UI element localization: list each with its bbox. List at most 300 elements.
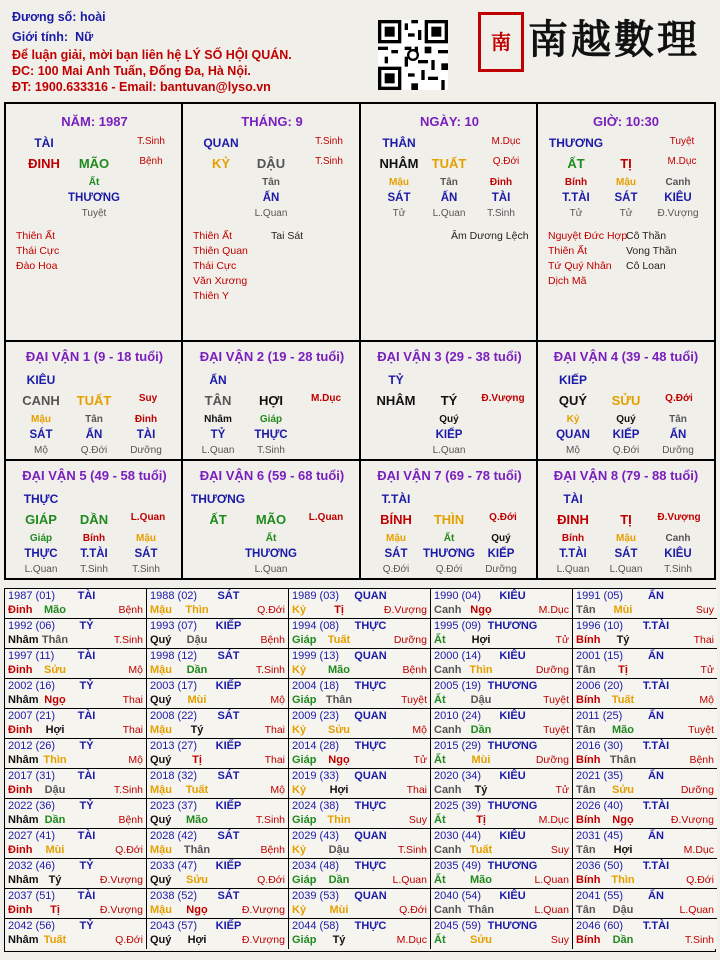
annual-year-cell[interactable] (431, 679, 573, 709)
owner-label: Đương số: (12, 10, 77, 24)
year-label: 2031 (45) (576, 830, 624, 842)
ten-god-label: SÁT (217, 830, 240, 842)
hidden-stage: Q.Đới (382, 564, 410, 575)
ten-god-label: SÁT (217, 650, 240, 662)
ten-god-label: T.TÀI (642, 740, 670, 752)
hidden-stage: L.Quan (609, 564, 643, 575)
hidden-stem: Giáp (29, 533, 53, 544)
year-label: 2038 (52) (150, 890, 198, 902)
earthly-branch: MÃO (78, 156, 110, 171)
annual-year-cell[interactable] (573, 619, 717, 649)
hidden-ten-god: ẤN (262, 192, 280, 204)
heavenly-stem: Mậu (150, 604, 172, 616)
hidden-stage: Tuyệt (81, 208, 107, 219)
hidden-ten-god: TÀI (491, 192, 511, 204)
qr-code-icon[interactable] (378, 20, 448, 90)
hidden-ten-god: SÁT (614, 192, 638, 204)
heavenly-stem: Nhâm (8, 934, 39, 946)
branch-stage: Bệnh (139, 156, 163, 167)
annual-year-cell[interactable] (431, 709, 573, 739)
ten-god-label: QUAN (354, 830, 387, 842)
annual-year-cell[interactable] (289, 919, 431, 949)
ten-god-label: THƯƠNG (487, 620, 538, 632)
annual-year-cell[interactable] (573, 889, 717, 919)
year-label: 1994 (08) (292, 620, 340, 632)
heavenly-stem: Giáp (292, 874, 317, 886)
ten-god-label: TÀI (77, 650, 96, 662)
branch-stage: Q.Đới (665, 393, 693, 404)
heavenly-stem: Giáp (292, 814, 317, 826)
ten-god-label: T.TÀI (642, 620, 670, 632)
annual-year-cell[interactable] (573, 919, 717, 949)
annual-year-cell[interactable] (431, 919, 573, 949)
earthly-branch: Thìn (469, 664, 493, 676)
annual-year-cell[interactable] (147, 619, 289, 649)
heavenly-stem: ĐINH (557, 512, 589, 527)
hidden-ten-god: TỶ (210, 429, 226, 441)
stage-label: Bệnh (118, 814, 143, 826)
earthly-branch: Sửu (469, 934, 493, 946)
annual-year-cell[interactable] (431, 859, 573, 889)
hidden-ten-god: T.TÀI (559, 548, 587, 560)
year-label: 1993 (07) (150, 620, 198, 632)
ten-god-label: TỶ (79, 740, 94, 752)
year-label: 2045 (59) (434, 920, 482, 932)
annual-year-cell[interactable] (431, 829, 573, 859)
four-pillars-grid (4, 102, 716, 580)
phone-email-text[interactable]: ĐT: 1900.633316 - Email: bantuvan@lyso.vn (12, 80, 271, 94)
star-name: Tứ Quý Nhân (548, 260, 612, 272)
year-label: 2036 (50) (576, 860, 624, 872)
ten-god-label: THƯƠNG (487, 740, 538, 752)
branch-stage: L.Quan (308, 512, 344, 523)
annual-year-cell[interactable] (5, 799, 147, 829)
ten-god-label: QUAN (354, 590, 387, 602)
annual-year-cell[interactable] (5, 619, 147, 649)
heavenly-stem: ĐINH (28, 156, 60, 171)
stage-label: T.Sinh (397, 844, 427, 856)
ten-god-label: ẤN (648, 650, 664, 662)
stage-label: Tuyệt (543, 694, 569, 706)
annual-year-cell[interactable] (147, 799, 289, 829)
heavenly-stem: Tân (576, 664, 596, 676)
ten-god-label: THỰC (23, 492, 59, 506)
hidden-stem: Đinh (489, 177, 513, 188)
heavenly-stem: Quý (150, 634, 172, 646)
dai-van-title: ĐẠI VẬN 1 (9 - 18 tuổi) (25, 349, 164, 364)
annual-year-cell[interactable] (147, 889, 289, 919)
hidden-stage: T.Sinh (664, 564, 692, 575)
heavenly-stem: Quý (150, 874, 172, 886)
stage-label: Suy (550, 844, 569, 856)
annual-year-cell[interactable] (5, 919, 147, 949)
hidden-stem: Ất (88, 177, 100, 188)
dai-van-title: ĐẠI VẬN 6 (59 - 68 tuổi) (199, 468, 345, 483)
year-label: 2037 (51) (8, 890, 56, 902)
stage-label: T.Sinh (137, 136, 165, 147)
stage-label: Bệnh (260, 844, 285, 856)
stage-label: Q.Đới (686, 874, 714, 886)
stage-label: M.Dục (683, 844, 714, 856)
annual-year-cell[interactable] (573, 679, 717, 709)
annual-year-cell[interactable] (147, 649, 289, 679)
hidden-stage: L.Quan (254, 564, 288, 575)
annual-year-cell[interactable] (573, 589, 717, 619)
heavenly-stem: Bính (576, 934, 601, 946)
hidden-stem: Bính (564, 177, 588, 188)
year-label: 1989 (03) (292, 590, 340, 602)
annual-year-cell[interactable] (5, 859, 147, 889)
stage-label: L.Quan (534, 874, 569, 886)
hidden-stage: Mộ (34, 445, 48, 456)
hidden-stage: Dưỡng (485, 564, 517, 575)
hidden-stage: Dưỡng (130, 445, 162, 456)
ten-god-label: TỶ (79, 860, 94, 872)
ten-god-label: T.TÀI (642, 920, 670, 932)
annual-year-cell[interactable] (147, 739, 289, 769)
pillar-cell[interactable] (6, 104, 183, 342)
annual-year-cell[interactable] (147, 709, 289, 739)
ten-god-label: THỰC (354, 620, 387, 632)
annual-year-cell[interactable] (431, 799, 573, 829)
ten-god-label: THỰC (354, 740, 387, 752)
year-label: 1995 (09) (434, 620, 482, 632)
hidden-stage: Q.Đới (435, 564, 463, 575)
annual-year-cell[interactable] (5, 769, 147, 799)
hidden-stage: T.Sinh (487, 208, 515, 219)
annual-year-cell[interactable] (431, 769, 573, 799)
ten-god-label: KIẾP (215, 620, 242, 632)
year-label: 2016 (30) (576, 740, 624, 752)
year-label: 2006 (20) (576, 680, 624, 692)
earthly-branch: DẬU (256, 156, 286, 171)
earthly-branch: Tý (190, 724, 204, 736)
annual-year-cell[interactable] (289, 649, 431, 679)
earthly-branch: Dần (186, 664, 208, 676)
heavenly-stem: Đinh (8, 604, 33, 616)
hidden-stem: Canh (665, 177, 691, 188)
ten-god-label: QUAN (203, 136, 239, 150)
earthly-branch: THÌN (433, 512, 465, 527)
hidden-stem: Tân (85, 414, 103, 425)
hidden-ten-god: THƯƠNG (68, 192, 120, 204)
year-label: 2013 (27) (150, 740, 198, 752)
annual-year-cell[interactable] (573, 739, 717, 769)
annual-year-cell[interactable] (431, 739, 573, 769)
heavenly-stem: Giáp (292, 634, 317, 646)
hidden-stem: Bính (82, 533, 106, 544)
ten-god-label: TÀI (563, 492, 583, 506)
earthly-branch: Dần (328, 874, 350, 886)
annual-year-cell[interactable] (289, 589, 431, 619)
hidden-ten-god: THỰC (24, 548, 58, 560)
heavenly-stem: Bính (576, 694, 601, 706)
ten-god-label: QUAN (354, 650, 387, 662)
earthly-branch: Tị (50, 904, 60, 916)
year-label: 2003 (17) (150, 680, 198, 692)
annual-year-cell[interactable] (289, 859, 431, 889)
year-label: 2035 (49) (434, 860, 482, 872)
heavenly-stem: Canh (434, 844, 462, 856)
year-label: 1997 (11) (8, 650, 55, 662)
annual-year-cell[interactable] (289, 769, 431, 799)
hidden-stage: Tử (569, 208, 583, 219)
year-label: 2028 (42) (150, 830, 198, 842)
stage-label: Mộ (412, 724, 427, 736)
annual-year-cell[interactable] (573, 859, 717, 889)
ten-god-label: QUAN (354, 710, 387, 722)
earthly-branch: Ngọ (470, 604, 492, 616)
hidden-stage: T.Sinh (80, 564, 108, 575)
hidden-stage: L.Quan (556, 564, 590, 575)
year-label: 1987 (01) (8, 590, 56, 602)
heavenly-stem: Đinh (8, 724, 33, 736)
stage-label: Tử (555, 784, 569, 796)
heavenly-stem: Ất (434, 754, 446, 766)
earthly-branch: HỢI (258, 393, 284, 408)
stage-label: Dưỡng (393, 634, 427, 646)
ten-god-label: THƯƠNG (487, 920, 538, 932)
heavenly-stem: NHÂM (376, 393, 416, 408)
heavenly-stem: Canh (434, 664, 462, 676)
contact-text: Để luận giải, mời bạn liên hệ LÝ SỐ HỘI QUÁN. (12, 48, 292, 62)
year-label: 2001 (15) (576, 650, 624, 662)
star-name: Văn Xương (193, 275, 248, 287)
annual-year-cell[interactable] (573, 649, 717, 679)
annual-year-cell[interactable] (573, 709, 717, 739)
earthly-branch: Dậu (612, 904, 634, 916)
earthly-branch: Sửu (327, 724, 351, 736)
gender-value: Nữ (75, 30, 94, 44)
ten-god-label: TỶ (79, 680, 94, 692)
ten-god-label: KIẾP (215, 860, 242, 872)
ten-god-label: SÁT (217, 710, 240, 722)
branch-stage: M.Dục (311, 393, 341, 404)
dai-van-cell[interactable] (183, 461, 361, 578)
annual-year-cell[interactable] (5, 589, 147, 619)
annual-year-cell[interactable] (431, 619, 573, 649)
heavenly-stem: Canh (434, 724, 462, 736)
year-label: 2007 (21) (8, 710, 56, 722)
earthly-branch: Tuất (611, 694, 635, 706)
earthly-branch: Tuất (469, 844, 493, 856)
earthly-branch: Sửu (611, 784, 635, 796)
seal-stamp: 南 (478, 12, 524, 72)
earthly-branch: Tuất (43, 934, 67, 946)
annual-year-cell[interactable] (289, 889, 431, 919)
earthly-branch: Dần (44, 814, 66, 826)
year-label: 2024 (38) (292, 800, 340, 812)
hidden-ten-god: SÁT (387, 192, 411, 204)
hidden-stage: L.Quan (432, 208, 466, 219)
earthly-branch: Thân (325, 694, 353, 706)
ten-god-label: THỰC (354, 680, 387, 692)
hidden-stage: L.Quan (24, 564, 58, 575)
earthly-branch: Tý (332, 934, 346, 946)
heavenly-stem: ẤT (567, 156, 585, 171)
hidden-stem: Quý (439, 414, 459, 425)
earthly-branch: Tuất (185, 784, 209, 796)
heavenly-stem: Nhâm (8, 754, 39, 766)
heavenly-stem: ẤT (209, 512, 227, 527)
heavenly-stem: Mậu (150, 784, 172, 796)
earthly-branch: Ngọ (612, 814, 634, 826)
annual-year-cell[interactable] (147, 679, 289, 709)
hidden-stem: Tân (262, 177, 280, 188)
heavenly-stem: Nhâm (8, 634, 39, 646)
year-label: 2022 (36) (8, 800, 56, 812)
stage-label: Tuyệt (401, 694, 427, 706)
ten-god-label: KIÊU (499, 830, 526, 842)
branch-stage: Suy (138, 393, 158, 404)
annual-year-cell[interactable] (573, 799, 717, 829)
heavenly-stem: Canh (434, 784, 462, 796)
dai-van-cell[interactable] (538, 461, 714, 578)
earthly-branch: Tuất (327, 634, 351, 646)
earthly-branch: Tý (474, 784, 488, 796)
stage-label: Thai (693, 634, 714, 646)
annual-year-cell[interactable] (5, 889, 147, 919)
star-name: Cô Loan (626, 260, 666, 272)
annual-year-cell[interactable] (289, 829, 431, 859)
ten-god-label: TÀI (34, 136, 54, 150)
annual-year-cell[interactable] (5, 739, 147, 769)
dai-van-cell[interactable] (183, 342, 361, 461)
stage-label: Đ.Vượng (383, 604, 427, 616)
year-label: 1988 (02) (150, 590, 198, 602)
ten-god-label: THÂN (382, 136, 416, 150)
earthly-branch: Tị (476, 814, 486, 826)
stage-label: Tử (555, 634, 569, 646)
ten-god-label: ẤN (648, 770, 664, 782)
annual-year-cell[interactable] (147, 859, 289, 889)
hidden-stage: L.Quan (201, 445, 235, 456)
earthly-branch: Tị (192, 754, 202, 766)
earthly-branch: Ngọ (328, 754, 350, 766)
annual-year-cell[interactable] (573, 769, 717, 799)
heavenly-stem: Giáp (292, 694, 317, 706)
year-label: 2015 (29) (434, 740, 482, 752)
ten-god-label: THƯƠNG (548, 136, 604, 150)
annual-year-cell[interactable] (147, 829, 289, 859)
ten-god-label: T.TÀI (381, 492, 411, 506)
dai-van-cell[interactable] (538, 342, 714, 461)
annual-year-cell[interactable] (573, 829, 717, 859)
annual-year-cell[interactable] (289, 799, 431, 829)
hidden-stem: Mậu (136, 533, 156, 544)
hidden-stem: Mậu (389, 177, 409, 188)
earthly-branch: TỊ (620, 512, 632, 527)
annual-year-cell[interactable] (289, 619, 431, 649)
annual-year-cell[interactable] (5, 709, 147, 739)
hidden-stem: Tân (669, 414, 687, 425)
heavenly-stem: Mậu (150, 844, 172, 856)
earthly-branch: Tị (618, 664, 628, 676)
hidden-stage: T.Sinh (132, 564, 160, 575)
heavenly-stem: Giáp (292, 934, 317, 946)
ten-god-label: QUAN (354, 890, 387, 902)
pillar-cell[interactable] (538, 104, 714, 342)
stage-label: T.Sinh (113, 784, 143, 796)
pillar-cell[interactable] (361, 104, 538, 342)
ten-god-label: THƯƠNG (487, 860, 538, 872)
stage-label: Bệnh (260, 634, 285, 646)
stage-label: Dưỡng (535, 754, 569, 766)
dai-van-cell[interactable] (361, 342, 538, 461)
stage-label: T.Sinh (684, 934, 714, 946)
annual-year-cell[interactable] (5, 649, 147, 679)
stage-label: Suy (408, 814, 427, 826)
earthly-branch: Sửu (43, 664, 67, 676)
year-label: 2027 (41) (8, 830, 56, 842)
stage-label: Tuyệt (688, 724, 714, 736)
dai-van-cell[interactable] (361, 461, 538, 578)
ten-god-label: THƯƠNG (487, 680, 538, 692)
annual-year-cell[interactable] (147, 589, 289, 619)
ten-god-label: KIÊU (499, 590, 526, 602)
ten-god-label: KIÊU (499, 650, 526, 662)
heavenly-stem: Ất (434, 874, 446, 886)
dai-van-title: ĐẠI VẬN 2 (19 - 28 tuổi) (199, 349, 345, 364)
annual-year-cell[interactable] (431, 649, 573, 679)
stage-label: L.Quan (534, 904, 569, 916)
pillar-cell[interactable] (183, 104, 361, 342)
hidden-ten-god: ẤN (85, 429, 103, 441)
earthly-branch: TÝ (440, 393, 458, 408)
ten-god-label: SÁT (217, 770, 240, 782)
year-label: 1999 (13) (292, 650, 340, 662)
annual-year-cell[interactable] (147, 769, 289, 799)
ten-god-label: TỶ (79, 800, 94, 812)
stage-label: Bệnh (118, 604, 143, 616)
heavenly-stem: Ất (434, 814, 446, 826)
heavenly-stem: Nhâm (8, 874, 39, 886)
pillar-title: GIỜ: 10:30 (592, 114, 660, 129)
annual-year-cell[interactable] (289, 709, 431, 739)
heavenly-stem: Ất (434, 694, 446, 706)
annual-year-cell[interactable] (289, 739, 431, 769)
heavenly-stem: Đinh (8, 904, 33, 916)
address-text: ĐC: 100 Mai Anh Tuấn, Đống Đa, Hà Nội. (12, 64, 251, 78)
annual-year-cell[interactable] (147, 919, 289, 949)
hidden-ten-god: KIẾP (435, 429, 463, 441)
heavenly-stem: Mậu (150, 664, 172, 676)
annual-year-cell[interactable] (5, 829, 147, 859)
year-label: 2000 (14) (434, 650, 482, 662)
earthly-branch: TUẤT (76, 393, 112, 408)
ten-god-label: ẤN (648, 590, 664, 602)
ten-god-label: TÀI (77, 710, 96, 722)
year-label: 2042 (56) (8, 920, 56, 932)
earthly-branch: MÃO (255, 512, 287, 527)
ten-god-label: TỶ (79, 920, 94, 932)
star-name: Đào Hoa (16, 260, 58, 272)
ten-god-label: TÀI (77, 770, 96, 782)
annual-year-cell[interactable] (431, 589, 573, 619)
stage-label: Mộ (128, 664, 143, 676)
year-label: 2030 (44) (434, 830, 482, 842)
hidden-stage: T.Sinh (257, 445, 285, 456)
ten-god-label: KIẾP (215, 680, 242, 692)
annual-year-cell[interactable] (5, 679, 147, 709)
dai-van-cell[interactable] (6, 342, 183, 461)
annual-year-cell[interactable] (289, 679, 431, 709)
dai-van-cell[interactable] (6, 461, 183, 578)
pillar-title: THÁNG: 9 (241, 114, 303, 129)
earthly-branch: Dậu (44, 784, 66, 796)
annual-year-cell[interactable] (431, 889, 573, 919)
branch-stage: Đ.Vượng (657, 512, 701, 523)
